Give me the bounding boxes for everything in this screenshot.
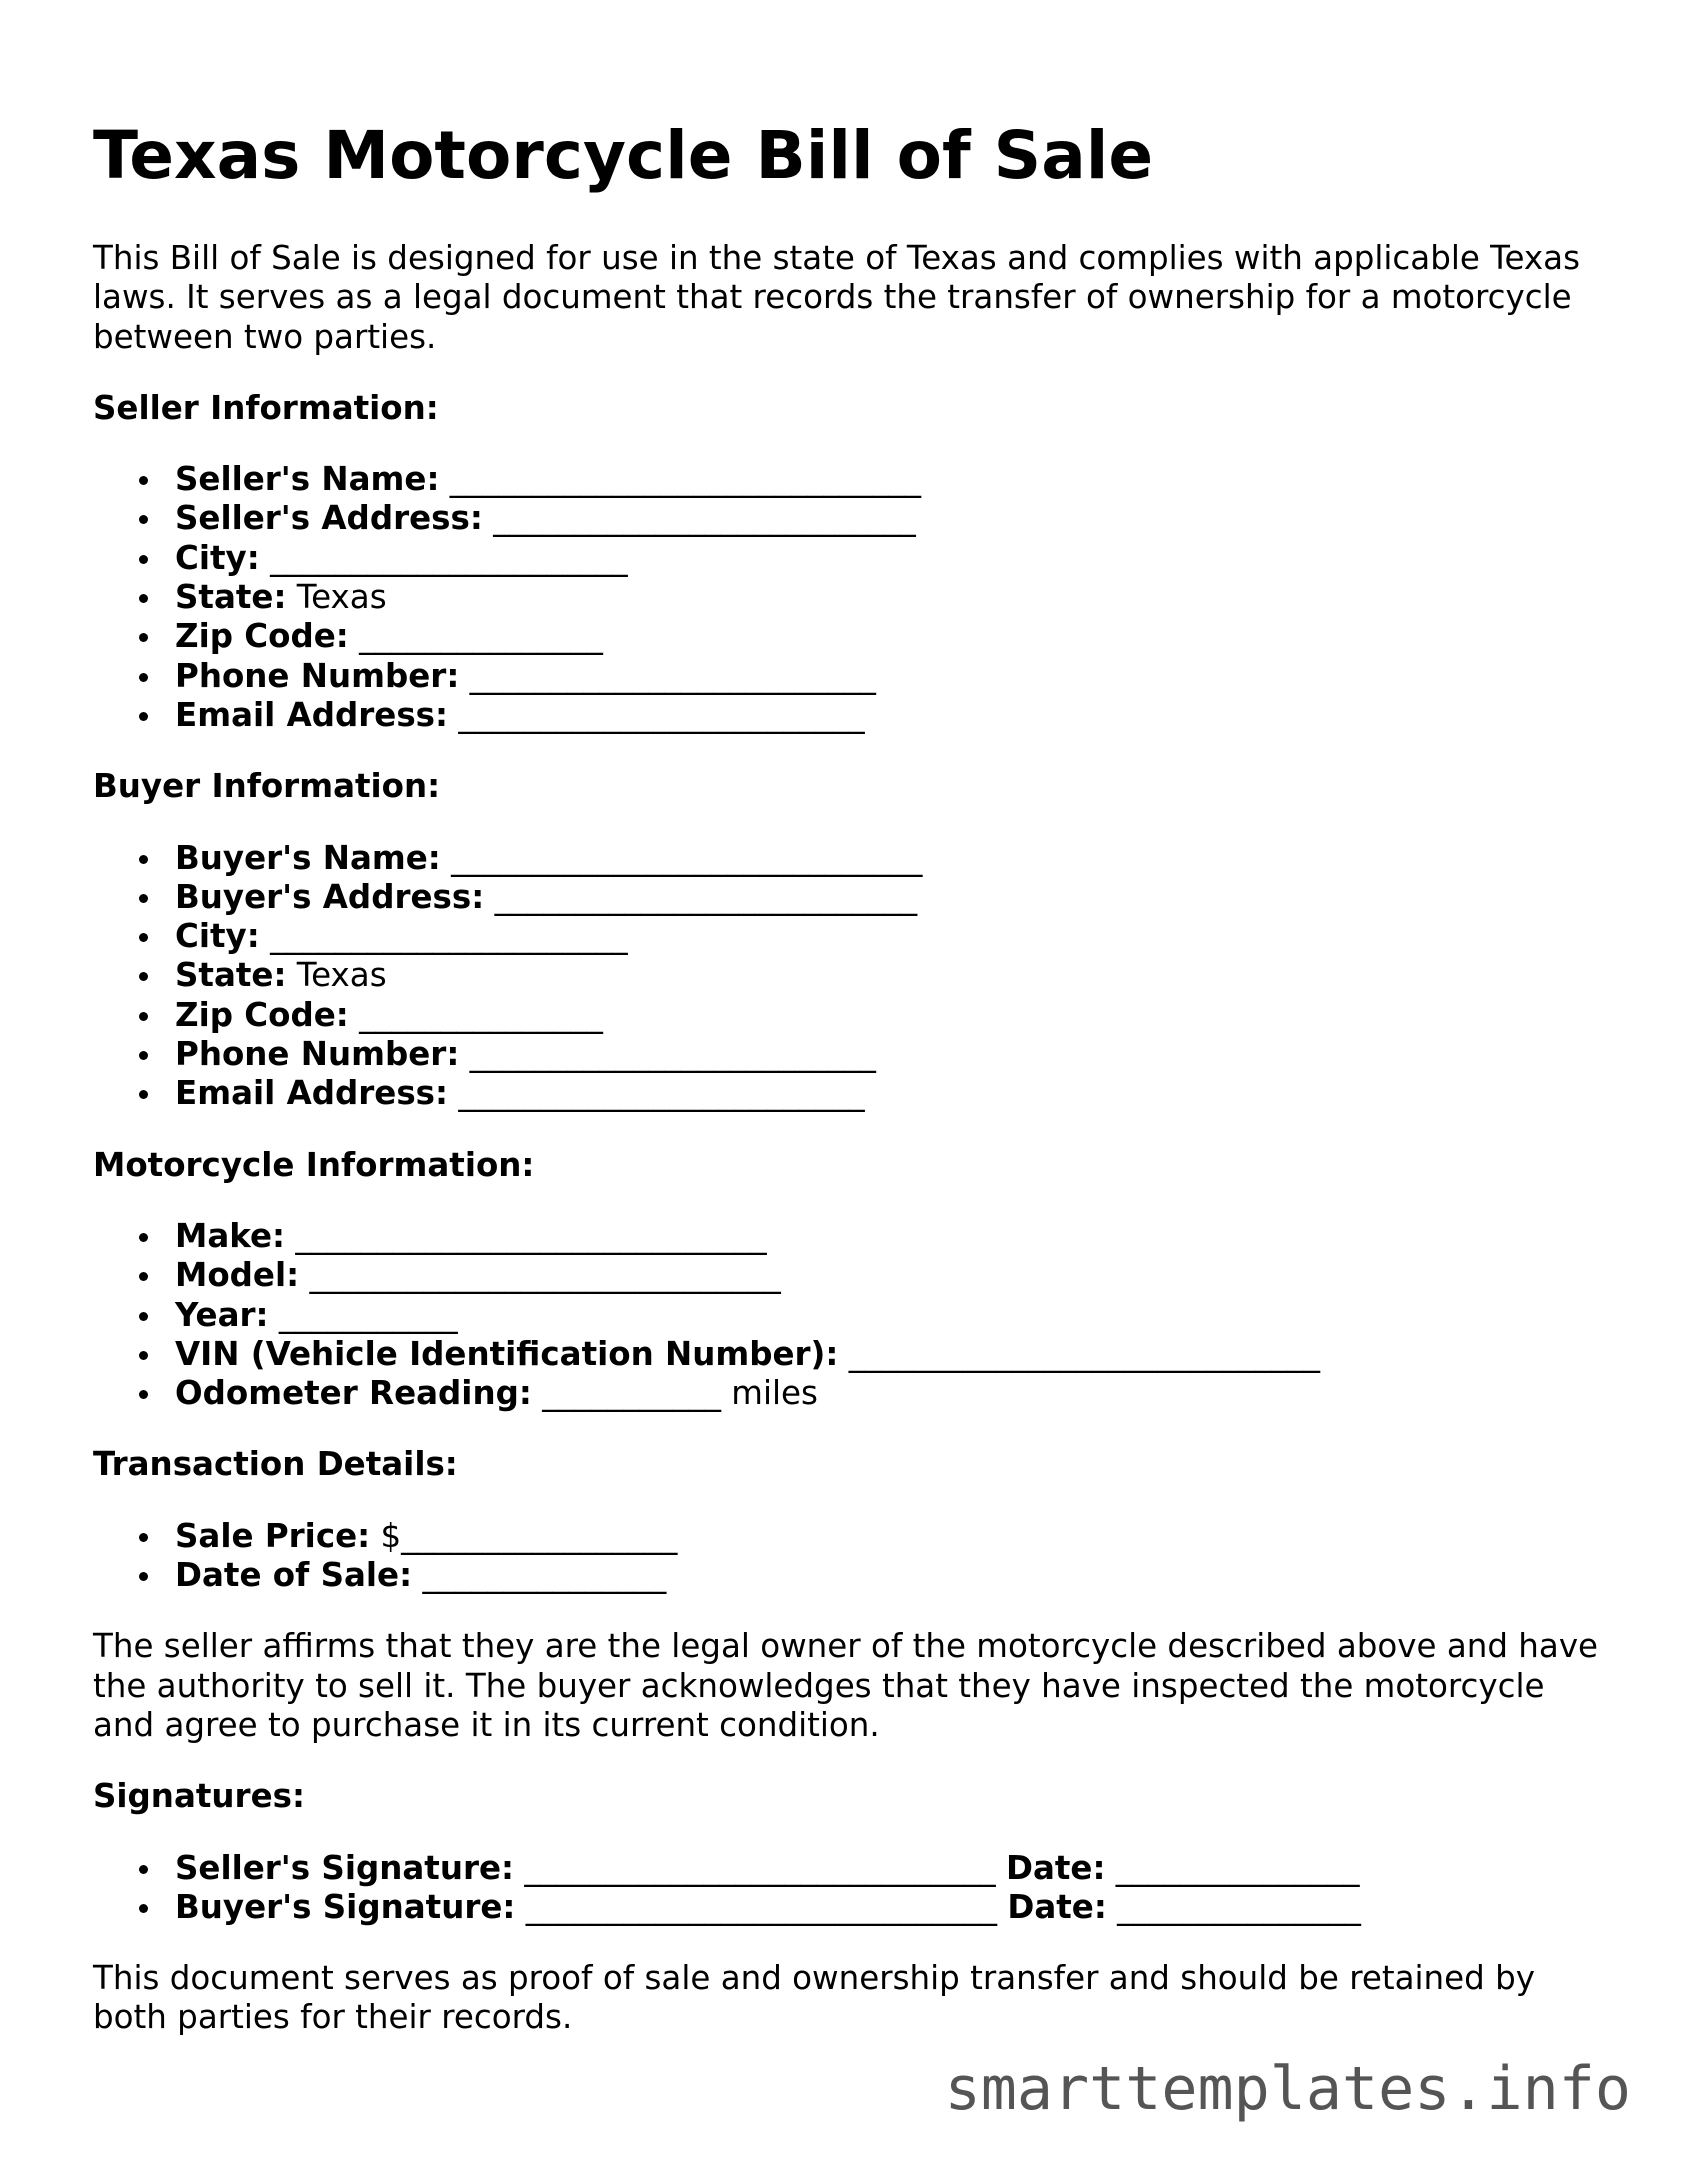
field-blank: ______________________ bbox=[270, 917, 628, 956]
field-label: Zip Code: bbox=[175, 617, 349, 656]
buyer-field-list bbox=[93, 839, 1613, 1114]
buyer-phone-field bbox=[93, 1035, 1613, 1074]
year-field bbox=[93, 1296, 1613, 1335]
field-value: Texas bbox=[296, 578, 387, 617]
field-label: VIN (Vehicle Identification Number): bbox=[175, 1334, 839, 1373]
field-label: Model: bbox=[175, 1256, 300, 1295]
field-blank: _____________________________ bbox=[309, 1256, 781, 1295]
field-blank: _______________ bbox=[422, 1556, 667, 1595]
buyer-section-heading: Buyer Information: bbox=[93, 767, 441, 806]
field-blank: _____________________________ bbox=[449, 460, 922, 499]
document-title: Texas Motorcycle Bill of Sale bbox=[93, 117, 1154, 194]
field-label: Seller's Signature: bbox=[175, 1848, 515, 1887]
seller-address-field bbox=[93, 499, 1613, 538]
make-field bbox=[93, 1217, 1613, 1256]
field-label: Email Address: bbox=[175, 695, 449, 734]
intro-paragraph: This Bill of Sale is designed for use in the state of Texas and complies with applicable Texas laws. It serves as a legal document that records the transfer of ownership for a motorcycle between two parties. bbox=[93, 239, 1581, 356]
buyer-signature-field bbox=[93, 1888, 1613, 1927]
document-body bbox=[93, 239, 1613, 2038]
transaction-field-list bbox=[93, 1517, 1613, 1596]
field-blank: _____________________________ bbox=[525, 1887, 997, 1926]
date-blank: _______________ bbox=[1117, 1887, 1361, 1926]
date-label: Date: bbox=[1007, 1887, 1107, 1926]
field-blank: ______________________ bbox=[270, 538, 628, 577]
buyer-state-field bbox=[93, 956, 1613, 995]
watermark-text: smarttemplates.info bbox=[944, 2054, 1631, 2124]
buyer-zip-field bbox=[93, 996, 1613, 1035]
field-label: Buyer's Address: bbox=[175, 877, 485, 916]
field-label: Date of Sale: bbox=[175, 1556, 413, 1595]
buyer-city-field bbox=[93, 917, 1613, 956]
field-blank: _______________ bbox=[359, 995, 603, 1034]
field-label: Year: bbox=[175, 1295, 269, 1334]
field-label: Sale Price: bbox=[175, 1516, 371, 1555]
seller-field-list bbox=[93, 460, 1613, 735]
seller-phone-field bbox=[93, 657, 1613, 696]
field-blank: __________________________ bbox=[493, 499, 916, 538]
seller-signature-field bbox=[93, 1849, 1613, 1888]
field-blank: ___________ bbox=[278, 1295, 458, 1334]
field-blank: $_________________ bbox=[380, 1516, 678, 1555]
odometer-field bbox=[93, 1374, 1613, 1413]
field-label: Odometer Reading: bbox=[175, 1374, 532, 1413]
seller-zip-field bbox=[93, 617, 1613, 656]
field-blank: __________________________ bbox=[494, 877, 918, 916]
motorcycle-section-heading: Motorcycle Information: bbox=[93, 1145, 535, 1184]
signatures-field-list bbox=[93, 1849, 1613, 1928]
field-blank: _____________________________ bbox=[848, 1334, 1321, 1373]
closing-paragraph: This document serves as proof of sale and ownership transfer and should be retained by both parties for their records. bbox=[93, 1959, 1535, 2037]
field-blank: _____________________________ bbox=[451, 838, 923, 877]
field-blank: _________________________ bbox=[458, 695, 865, 734]
sale-price-field bbox=[93, 1517, 1613, 1556]
field-label: Phone Number: bbox=[175, 1035, 460, 1074]
field-label: Seller's Address: bbox=[175, 499, 483, 538]
seller-state-field bbox=[93, 578, 1613, 617]
date-label: Date: bbox=[1005, 1848, 1106, 1887]
seller-city-field bbox=[93, 539, 1613, 578]
field-blank: _________________________ bbox=[469, 1035, 876, 1074]
field-label: Buyer's Signature: bbox=[175, 1887, 516, 1926]
motorcycle-field-list bbox=[93, 1217, 1613, 1413]
field-label: Make: bbox=[175, 1216, 286, 1255]
model-field bbox=[93, 1256, 1613, 1295]
field-blank: _______________ bbox=[359, 617, 603, 656]
field-label: Seller's Name: bbox=[175, 460, 440, 499]
field-blank: _________________________ bbox=[469, 656, 876, 695]
field-blank: _____________________________ bbox=[295, 1216, 767, 1255]
field-label: City: bbox=[175, 538, 260, 577]
seller-section-heading: Seller Information: bbox=[93, 388, 439, 427]
seller-email-field bbox=[93, 696, 1613, 735]
field-label: Phone Number: bbox=[175, 656, 460, 695]
buyer-name-field bbox=[93, 839, 1613, 878]
field-blank: ___________ miles bbox=[542, 1374, 818, 1413]
date-blank: _______________ bbox=[1115, 1848, 1360, 1887]
buyer-email-field bbox=[93, 1074, 1613, 1113]
field-blank: _____________________________ bbox=[524, 1848, 996, 1887]
field-label: State: bbox=[175, 578, 287, 617]
field-label: Zip Code: bbox=[175, 995, 349, 1034]
affirmation-paragraph: The seller affirms that they are the legal owner of the motorcycle described above and have the authority to sell it. The buyer acknowledges that they have inspected the motorcycle and agree to purchase it in its current condition. bbox=[93, 1627, 1599, 1744]
date-of-sale-field bbox=[93, 1556, 1613, 1595]
seller-name-field bbox=[93, 460, 1613, 499]
field-label: Email Address: bbox=[175, 1074, 449, 1113]
field-label: City: bbox=[175, 917, 260, 956]
field-label: State: bbox=[175, 956, 287, 995]
buyer-address-field bbox=[93, 878, 1613, 917]
field-value: Texas bbox=[296, 956, 387, 995]
field-label: Buyer's Name: bbox=[175, 838, 441, 877]
vin-field bbox=[93, 1335, 1613, 1374]
transaction-section-heading: Transaction Details: bbox=[93, 1445, 458, 1484]
signatures-section-heading: Signatures: bbox=[93, 1777, 305, 1816]
field-blank: _________________________ bbox=[458, 1074, 865, 1113]
